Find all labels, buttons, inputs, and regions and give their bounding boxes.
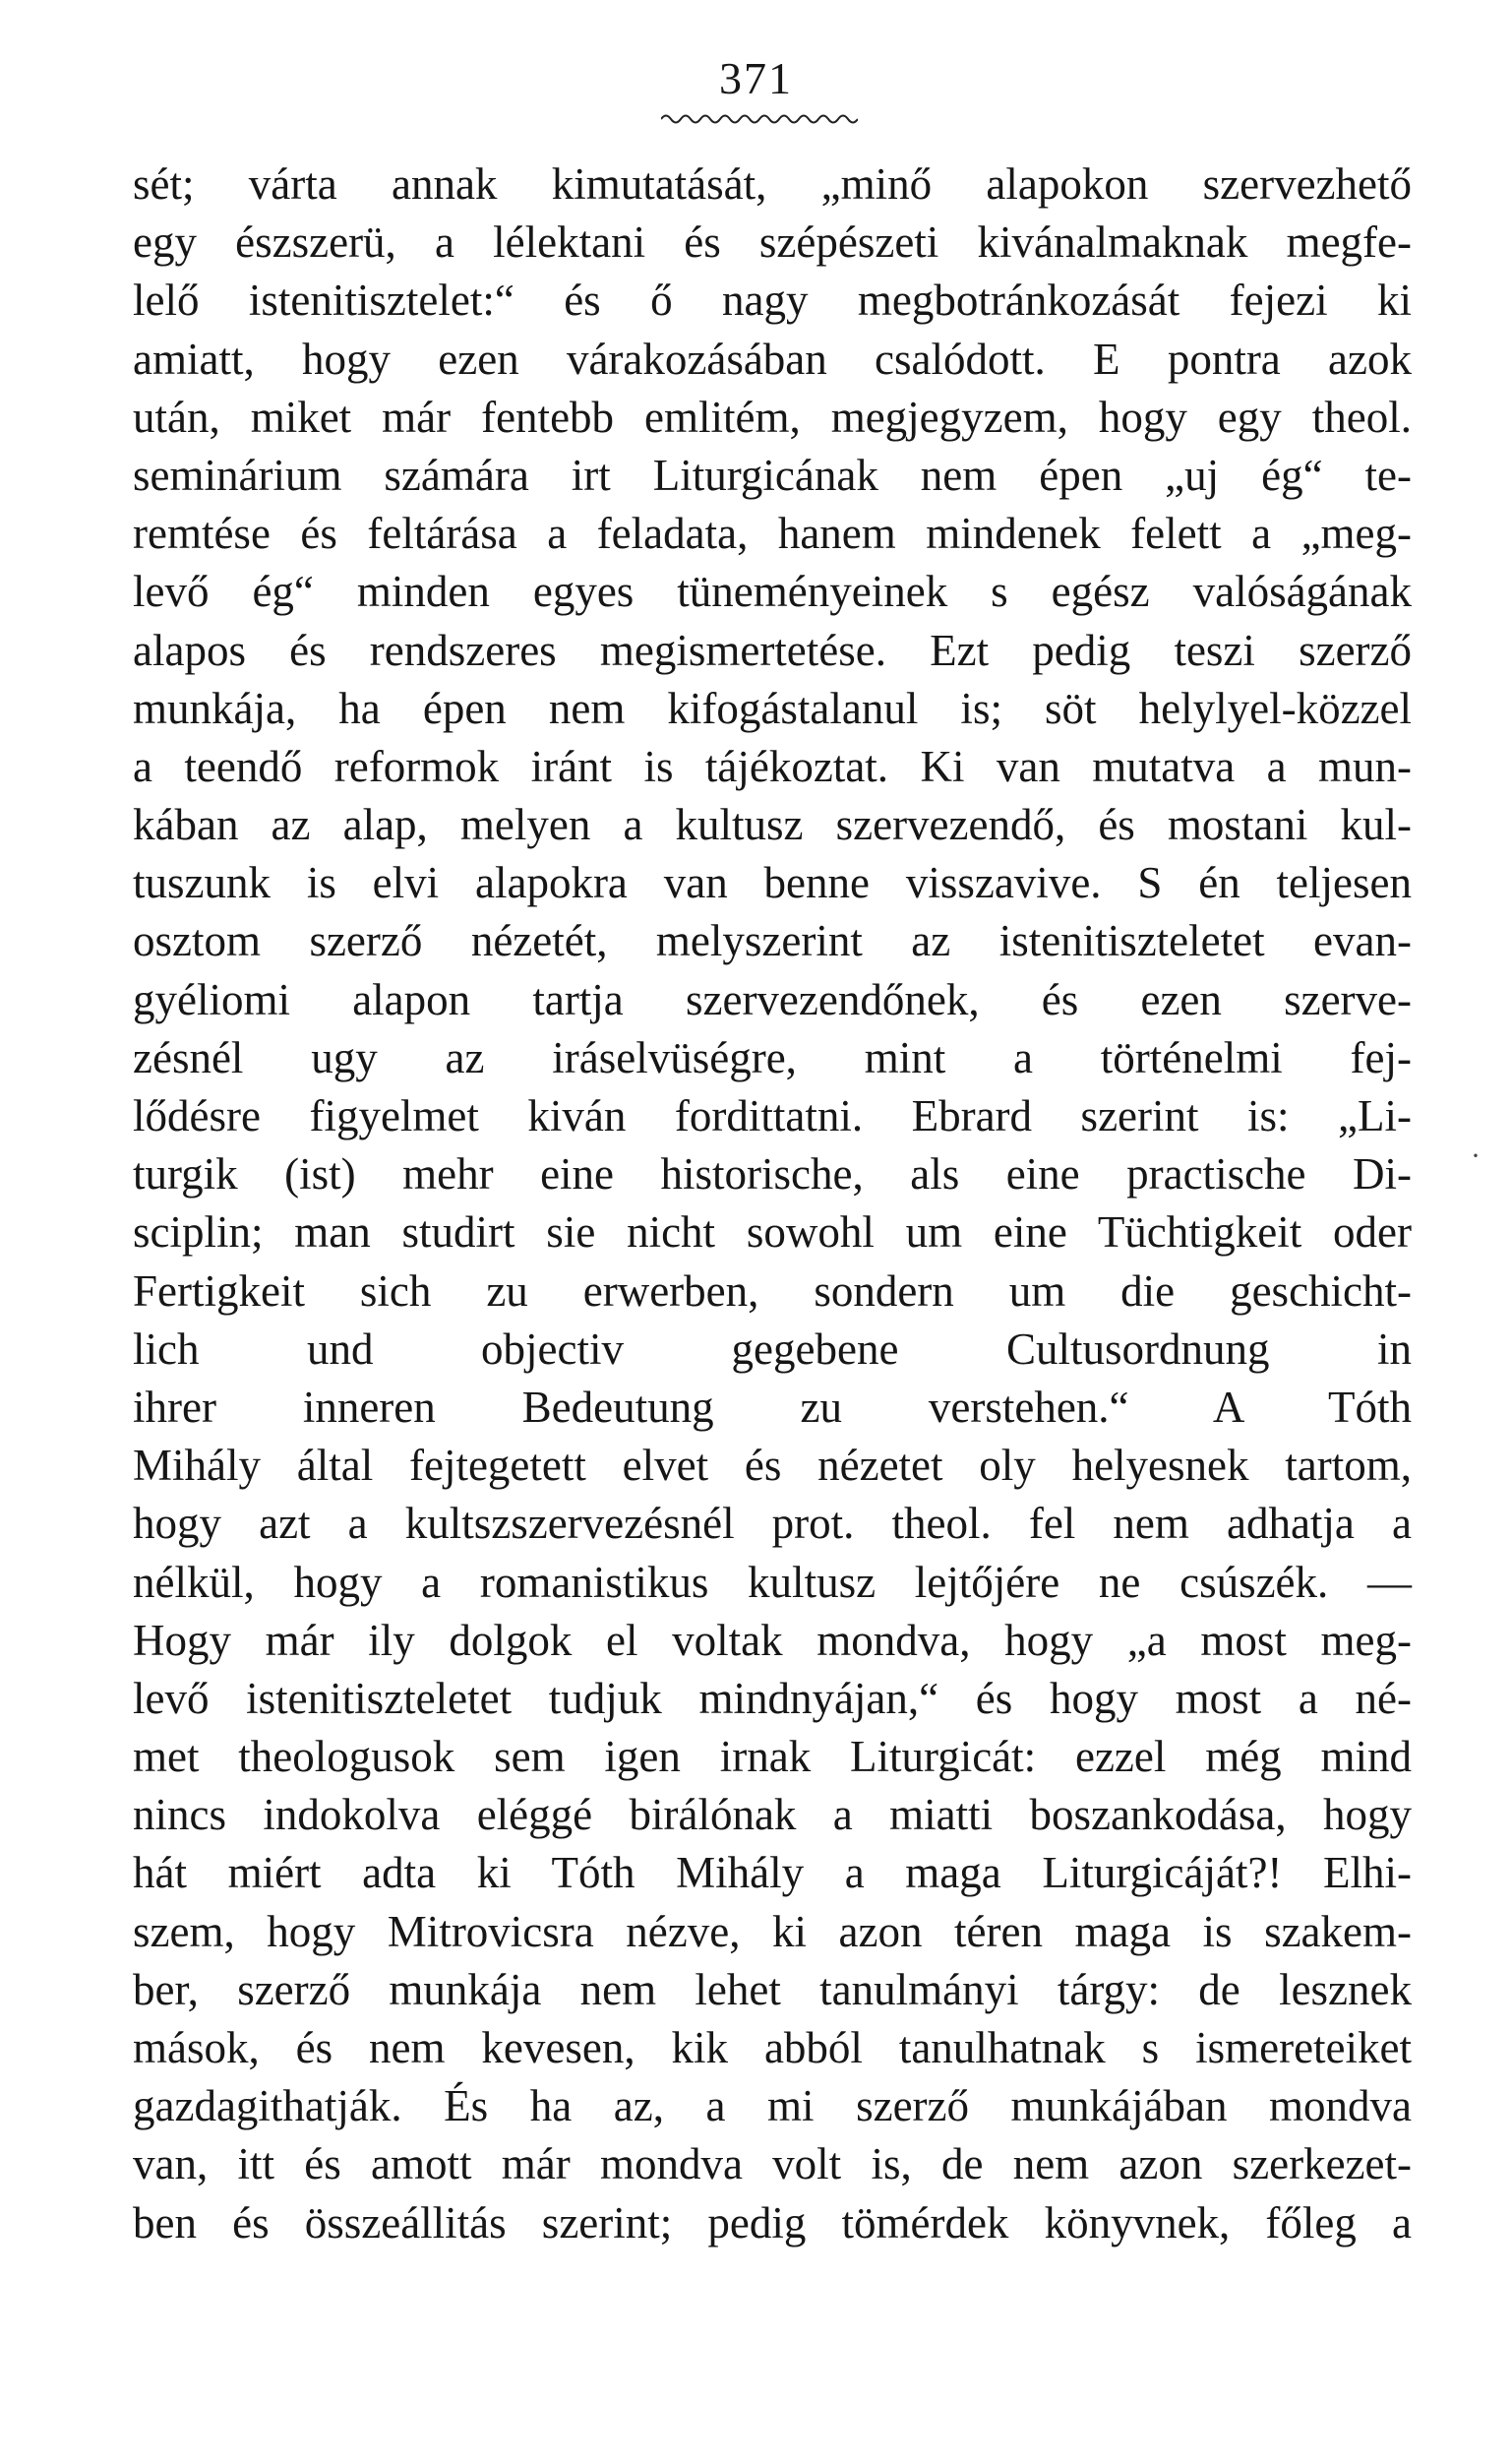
- text-line-5: után, miket már fentebb emlitém, megjegyzem, hogy egy theol.: [133, 392, 1412, 442]
- text-line-16: zésnél ugy az iráselvüségre, mint a történelmi fej-: [133, 1032, 1412, 1082]
- text-line-25: nélkül, hogy a romanistikus kultusz lejtőjére ne csúszék. —: [133, 1557, 1412, 1607]
- text-line-13: tuszunk is elvi alapokra van benne visszavive. S én teljesen: [133, 858, 1412, 908]
- text-line-34: gazdagithatják. És ha az, a mi szerző munkájában mondva: [133, 2081, 1412, 2131]
- text-line-14: osztom szerző nézetét, melyszerint az istenitiszteletet evan-: [133, 916, 1412, 966]
- text-line-28: met theologusok sem igen irnak Liturgicát: ezzel még mind: [133, 1732, 1412, 1782]
- text-line-7: remtése és feltárása a feladata, hanem mindenek felett a „meg-: [133, 509, 1412, 559]
- text-line-19: sciplin; man studirt sie nicht sowohl um eine Tüchtigkeit oder: [133, 1207, 1412, 1258]
- text-line-33: mások, és nem kevesen, kik abból tanulhatnak s ismereteiket: [133, 2023, 1412, 2072]
- page-number: 371: [719, 53, 793, 103]
- text-line-11: a teendő reformok iránt is tájékoztat. Ki van mutatva a mun-: [133, 741, 1412, 791]
- text-line-27: levő istenitiszteletet tudjuk mindnyájan,“ és hogy most a né-: [133, 1673, 1412, 1723]
- text-line-30: hát miért adta ki Tóth Mihály a maga Liturgicáját?! Elhi-: [133, 1848, 1412, 1898]
- text-line-18: turgik (ist) mehr eine historische, als eine practische Di-: [133, 1149, 1412, 1200]
- wavy-rule-ornament: [661, 112, 858, 126]
- text-line-31: szem, hogy Mitrovicsra nézve, ki azon téren maga is szakem-: [133, 1906, 1412, 1956]
- text-line-4: amiatt, hogy ezen várakozásában csalódott. E pontra azok: [133, 334, 1412, 384]
- text-line-2: egy észszerü, a lélektani és szépészeti kivánalmaknak megfe-: [133, 217, 1412, 268]
- text-line-20: Fertigkeit sich zu erwerben, sondern um die geschicht-: [133, 1265, 1412, 1316]
- text-line-29: nincs indokolva eléggé birálónak a miatti boszankodása, hogy: [133, 1790, 1412, 1840]
- text-line-17: lődésre figyelmet kiván fordittatni. Ebrard szerint is: „Li-: [133, 1091, 1412, 1140]
- text-line-24: hogy azt a kultszszervezésnél prot. theol. fel nem adhatja a: [133, 1499, 1412, 1549]
- margin-dot-mark: ·: [1471, 1139, 1481, 1172]
- text-line-26: Hogy már ily dolgok el voltak mondva, hogy „a most meg-: [133, 1615, 1412, 1665]
- text-line-1: sét; várta annak kimutatását, „minő alapokon szervezhető: [133, 159, 1412, 209]
- text-line-6: seminárium számára irt Liturgicának nem épen „uj ég“ te-: [133, 450, 1412, 500]
- text-line-35: van, itt és amott már mondva volt is, de nem azon szerkezet-: [133, 2139, 1412, 2189]
- text-line-8: levő ég“ minden egyes tüneményeinek s egész valóságának: [133, 567, 1412, 617]
- text-line-10: munkája, ha épen nem kifogástalanul is; söt helylyel-közzel: [133, 683, 1412, 733]
- text-line-9: alapos és rendszeres megismertetése. Ezt pedig teszi szerző: [133, 625, 1412, 675]
- text-line-21: lich und objectiv gegebene Cultusordnung in: [133, 1324, 1412, 1374]
- text-line-15: gyéliomi alapon tartja szervezendőnek, és ezen szerve-: [133, 974, 1412, 1024]
- text-line-23: Mihály által fejtegetett elvet és nézetet oly helyesnek tartom,: [133, 1441, 1412, 1491]
- text-line-32: ber, szerző munkája nem lehet tanulmányi tárgy: de lesznek: [133, 1964, 1412, 2014]
- body-text: [133, 155, 1412, 2252]
- text-line-22: ihrer inneren Bedeutung zu verstehen.“ A Tóth: [133, 1382, 1412, 1432]
- text-line-36: ben és összeállitás szerint; pedig tömérdek könyvnek, főleg a: [133, 2197, 1412, 2247]
- text-line-3: lelő istenitisztelet:“ és ő nagy megbotránkozását fejezi ki: [133, 276, 1412, 326]
- text-line-12: kában az alap, melyen a kultusz szervezendő, és mostani kul-: [133, 800, 1412, 850]
